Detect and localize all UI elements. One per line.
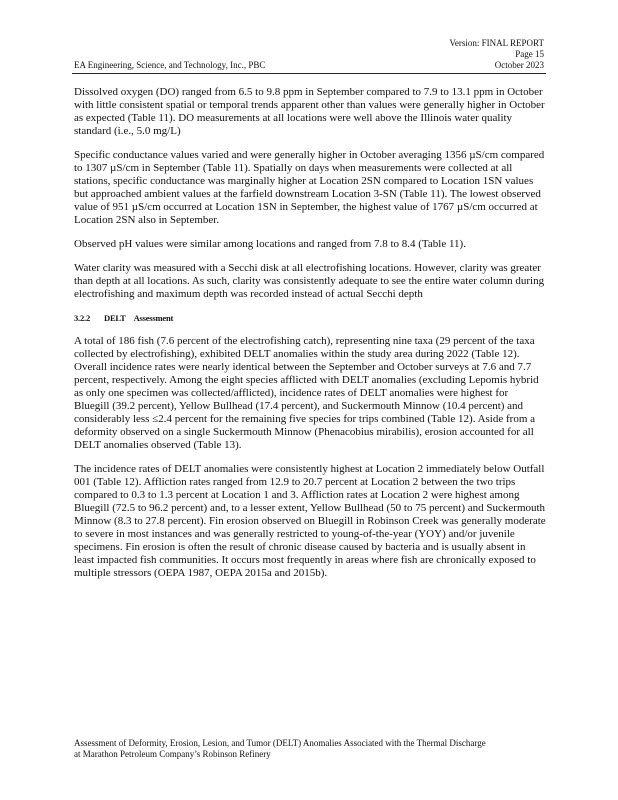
paragraph-dissolved-oxygen: Dissolved oxygen (DO) ranged from 6.5 to 9.8 ppm in September compared to 7.9 to 13.1 ppm in October with little consistent spatial or temporal trends apparent other than values were generally higher in October as expected (Table 11). DO measurements at all locations were well above the Illinois water quality standard (i.e., 5.0 mg/L) [74, 86, 545, 137]
footer-line-2: at Marathon Petroleum Company’s Robinson Refinery [74, 749, 271, 759]
report-date: October 2023 [494, 60, 544, 70]
section-number: 3.2.2 [74, 313, 91, 323]
section-word: Assessment [133, 313, 174, 323]
header-right [449, 38, 544, 71]
report-version: Version: FINAL REPORT [449, 38, 544, 48]
header-divider [72, 73, 546, 74]
paragraph-ph: Observed pH values were similar among locations and ranged from 7.8 to 8.4 (Table 11). [74, 238, 466, 250]
paragraph-delt-summary: A total of 186 fish (7.6 percent of the electrofishing catch), representing nine taxa (29 percent of the taxa collected by electrofishing), exhibited DELT anomalies within the study area during 2022 (Table 12). Overall incidence rates were nearly identical between the September and October surveys at 7.6 and 7.7 percent, respectively. Among the eight species afflicted with DELT anomalies (excluding Lepomis hybrid as only one specimen was collected/afflicted), incidence rates of DELT anomalies were highest for Bluegill (39.2 percent), Yellow Bullhead (17.4 percent), and Suckermouth Minnow (10.4 percent) and considerably less ≤2.4 percent for the remaining five species for trips combined (Table 12). Aside from a deformity observed on a single Suckermouth Minnow (Phenacobius mirabilis), erosion accounted for all DELT anomalies observed (Table 13). [74, 335, 539, 451]
company-name: EA Engineering, Science, and Technology, Inc., PBC [74, 60, 266, 70]
page-number: Page 15 [515, 49, 544, 59]
paragraph-specific-conductance: Specific conductance values varied and were generally higher in October averaging 1356 µS/cm compared to 1307 µS/cm in September (Table 11). Spatially on days when measurements were collected at all stations, specific conductance was marginally higher at Location 2SN compared to Location 1SN values but approached ambient values at the farfield downstream Location 3-SN (Table 11). The lowest observed value of 951 µS/cm occurred at Location 1SN in September, the highest value of 1767 µS/cm occurred at Location 2SN also in September. [74, 149, 545, 226]
paragraph-water-clarity: Water clarity was measured with a Secchi disk at all electrofishing locations. However, clarity was greater than depth at all locations. As such, clarity was consistently adequate to see the entire water column during electrofishing and maximum depth was recorded instead of actual Secchi depth [74, 262, 545, 300]
section-heading [74, 312, 546, 324]
page-footer [74, 738, 546, 760]
section-acronym: DELT [104, 313, 126, 323]
body-content [74, 86, 546, 591]
paragraph-delt-incidence: The incidence rates of DELT anomalies were consistently highest at Location 2 immediately below Outfall 001 (Table 12). Affliction rates ranged from 12.9 to 20.7 percent at Location 2 between the two trips compared to 0.3 to 1.3 percent at Location 1 and 3. Affliction rates at Location 2 were highest among Bluegill (72.5 to 96.2 percent) and, to a lesser extent, Yellow Bullhead (50 to 75 percent) and Suckermouth Minnow (8.3 to 27.8 percent). Fin erosion observed on Bluegill in Robinson Creek was generally moderate to severe in most instances and was generally restricted to young-of-the-year (YOY) and/or juvenile specimens. Fin erosion is often the result of chronic disease caused by bacteria and is usually absent in least impacted fish communities. It occurs most frequently in areas where fish are chronically exposed to multiple stressors (OEPA 1987, OEPA 2015a and 2015b). [74, 463, 546, 579]
footer-line-1: Assessment of Deformity, Erosion, Lesion, and Tumor (DELT) Anomalies Associated with the Thermal Discharge [74, 738, 486, 748]
